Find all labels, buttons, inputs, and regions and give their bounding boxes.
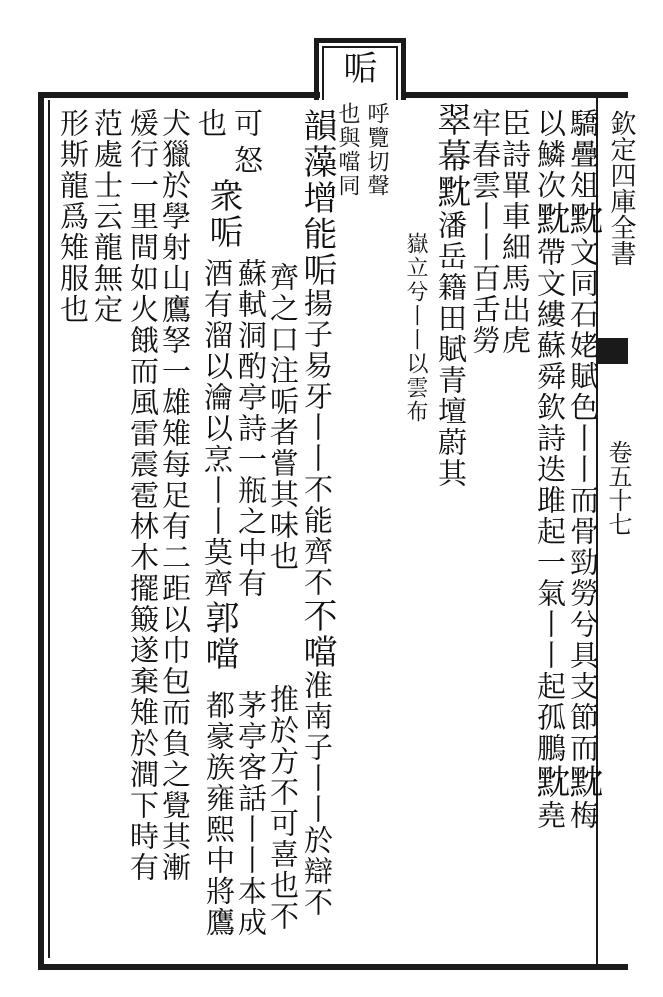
text-column-6: 韻藻增能㖃揚子易牙丨丨不能齊不不噹淮南子丨丨於辯不 <box>297 108 337 918</box>
frame-inner-left <box>48 100 50 958</box>
text-column-6-sub: 齊之口注㖃者嘗其味也 <box>266 262 300 572</box>
dian-char-3: 黕 <box>530 201 570 237</box>
text-column-4: 牢春雲丨丨百舌勞 <box>468 108 502 356</box>
text-column-7-guo: 郭噹 <box>199 600 239 672</box>
text-column-7-zhong: 衆㖃 <box>203 178 243 250</box>
dian-char-4: 黕 <box>530 764 570 800</box>
text-column-5-sub: 嶽立兮丨丨以雲布 <box>403 232 428 424</box>
dian-char-2: 黕 <box>563 764 603 800</box>
text-column-9: 犬獵於學射山鷹孥一雄雉每足有二距以巾包而負之覺其漸 <box>158 108 192 883</box>
frame-top-left <box>38 92 320 98</box>
dian-char-1: 黕 <box>563 201 603 237</box>
frame-bottom <box>38 964 628 970</box>
text-column-7-sub: 蘇軾洞酌亭詩一瓶之中有 <box>234 258 268 599</box>
text-column-11: 范處士云龍無定 <box>90 108 124 325</box>
text-column-12: 形斯龍爲雉服也 <box>56 108 90 325</box>
text-column-2: 以鱗次黕帶文縷蘇舜欽詩迭雎起一氣丨丨起孤鵬黕堯 <box>530 108 570 831</box>
frame-top-right <box>406 92 628 98</box>
frame-outer-left <box>38 92 44 970</box>
text-column-7-sub-2: 酒有溜以瀹以烹丨丨莫齊 <box>200 258 234 599</box>
dian-char-5: 黕 <box>431 174 471 210</box>
text-column-5: 翠幕黕潘岳籍田賦青壇蔚其 <box>431 102 471 489</box>
text-column-6-sub-2: 推於方不可喜也不 <box>266 684 300 932</box>
header-entry-gloss-1: 呼覽切聲 <box>364 102 389 198</box>
text-column-1: 驕疊俎黕文同石姥賦色丨丨而骨勁勞兮具支節而黕梅 <box>563 108 603 831</box>
text-column-7-sub-4: 都豪族雍熙中將鷹 <box>202 690 236 938</box>
header-entry-gloss-2: 也與噹同 <box>335 102 360 198</box>
text-column-10: 煖行一里間如火餓而風雷震雹林木擺簸遂棄雉於澗下時有 <box>126 108 160 883</box>
text-column-7-sub-3: 茅亭客話丨丨本成 <box>234 690 268 938</box>
text-column-7-top: 可 <box>230 108 264 139</box>
margin-book-title: 欽定四庫全書 <box>606 110 636 266</box>
fish-tail-mark <box>598 338 628 364</box>
header-entry-char: 㖃 <box>337 50 377 86</box>
text-column-7-top-2: 怒 <box>230 145 264 176</box>
text-column-3: 臣詩單車細馬出虎 <box>498 108 532 356</box>
margin-volume: 卷五十七 <box>604 440 632 536</box>
text-column-8: 也 <box>194 108 228 139</box>
